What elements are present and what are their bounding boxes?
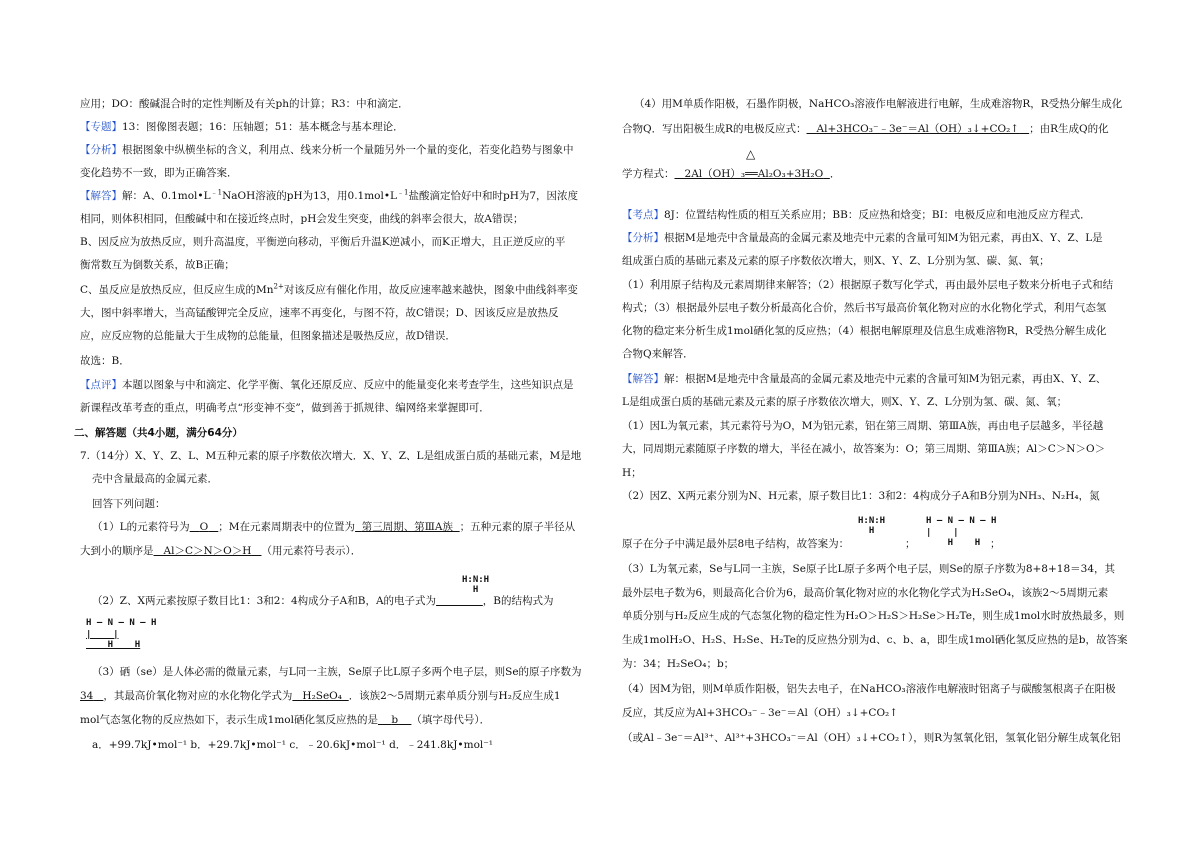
text-line: 故选：B． [80, 355, 130, 367]
text-fragment: 对该反应有催化作用，故反应速率越来越快，图象中曲线斜率变 [283, 284, 578, 296]
separator: ； [905, 538, 916, 550]
text-line [622, 536, 849, 552]
text-fragment: ，B的结构式为 [482, 595, 554, 607]
text-line: （4）因M为铝，则M单质作阳极，铝失去电子，在NaHCO₃溶液作电解液时铝离子与碳酸氢根离子在阳极 [622, 683, 1116, 695]
question-line [80, 543, 361, 559]
question-line: 7.（14分）X、Y、Z、L、M五种元素的原子序数依次增大．X、Y、Z、L是组成蛋白质的基础元素，M是地 [80, 450, 582, 462]
text-line: 合物Q来解答． [622, 348, 694, 360]
text-line: 最外层电子数为6，则最高化合价为6，最高价氧化物对应的水化物化学式为H₂SeO₄，该族2～5周期元素 [622, 587, 1109, 599]
text-line: （2）因Z、X两元素分别为N、H元素，原子数目比1：3和2：4构成分子A和B分别为NH₃、N₂H₄，氮 [622, 490, 1100, 502]
answer-text: Al＞C＞N＞O＞H [163, 545, 252, 557]
text-line [622, 230, 1103, 246]
text-line: 化物的稳定来分析生成1mol硒化氢的反应热；（4）根据电解原理及信息生成难溶物R，R受热分解生成化 [622, 325, 1107, 337]
nh3-electron-formula: H:N:H H [462, 575, 490, 595]
text-fragment: 盐酸滴定恰好中和时pH为7，因浓度 [408, 190, 579, 202]
answer-text: 第三周期、第ⅢA族 [361, 521, 453, 533]
text-line: 构式；（3）根据最外层电子数分析最高化合价，然后书写最高价氧化物对应的水化物化学式，利用气态氢 [622, 302, 1107, 314]
text-fragment: （2）Z、X两元素按原子数目比1：3和2：4构成分子A和B，A的电子式为 [92, 595, 437, 607]
text-line: （1）利用原子结构及元素周期律来解答；（2）根据原子数写化学式，再由最外层电子数来分析电子式和结 [622, 279, 1114, 291]
text-fragment: 原子在分子中满足最外层8电子结构，故答案为： [622, 538, 850, 550]
text-fragment: mol气态氢化物的反应热如下，表示生成1mol硒化氢反应热的是 [80, 714, 378, 726]
text-line [80, 142, 574, 158]
text-line [80, 377, 574, 393]
text-line [622, 207, 1091, 223]
tag-text: 8J：位置结构性质的相互关系应用；BB：反应热和焓变；BI：电极反应和电池反应方程式． [664, 209, 1091, 221]
text-line: 大，图中斜率增大，当高锰酸钾完全反应，速率不再变化，与图不符，故C错误；D、因该反应是放热反 [80, 307, 559, 319]
text-line: 相同，则体积相同，但酸碱中和在接近终点时，pH会发生突变，曲线的斜率会很大，故A错误； [80, 213, 524, 225]
text-line: 生成1molH₂O、H₂S、H₂Se、H₂Te的反应热分别为d、c、b、a，即生成1mol硒化氢反应热的是b，故答案 [622, 634, 1128, 646]
text-line: 应用；DO：酸碱混合时的定性判断及有关ph的计算；R3：中和滴定． [80, 98, 409, 110]
text-line [80, 119, 404, 135]
text-fragment: （填字母代号）． [411, 714, 491, 726]
text-line [622, 166, 840, 182]
answer-text: b [391, 714, 399, 726]
text-fragment: （用元素符号表示）． [261, 545, 362, 557]
answer-blank [378, 714, 411, 726]
text-fragment: ；M在元素周期表中的位置为 [218, 521, 356, 533]
answer-blank [807, 123, 1030, 135]
tag-label: 【分析】 [80, 144, 122, 156]
nh3-electron-formula-answer: H:N:H H [858, 516, 886, 536]
superscript: 2+ [273, 282, 284, 291]
text-fragment: ． [829, 168, 841, 180]
n2h4-structural-formula-top: H — N — N — H [86, 618, 157, 628]
answer-blank [675, 168, 830, 180]
text-fragment: NaOH溶液的pH为13，用0.1mol•L [222, 190, 398, 202]
text-line: （或Al﹣3e⁻＝Al³⁺、Al³⁺+3HCO₃⁻＝Al（OH）₃↓+CO₂↑），则R为氢氧化铝，氢氧化铝分解生成氧化铝 [622, 732, 1121, 744]
answer-blank [292, 690, 348, 702]
text-fragment: 解：A、0.1mol•L [122, 190, 211, 202]
text-line: 为：34；H₂SeO₄；b； [622, 658, 735, 670]
text-line [80, 282, 578, 298]
answer-text: Al+3HCO₃⁻﹣3e⁻＝Al（OH）₃↓+CO₂↑ [816, 123, 1020, 135]
answer-text: 34 [80, 690, 94, 702]
text-line: 变化趋势不一致，即为正确答案． [80, 167, 238, 179]
answer-options: a．+99.7kJ•mol⁻¹ b．+29.7kJ•mol⁻¹ c．﹣20.6kJ•mol⁻¹ d．﹣241.8kJ•mol⁻¹ [92, 739, 493, 751]
answer-text: H₂SeO₄ [302, 690, 342, 702]
text-line: 衡常数互为倒数关系，故B正确； [80, 259, 235, 271]
answer-blank [436, 595, 483, 607]
question-line [92, 593, 554, 609]
text-line [622, 121, 1109, 137]
text-line: 单质分别与H₂反应生成的气态氢化物的稳定性为H₂O＞H₂S＞H₂Se＞H₂Te，则生成1mol水时放热最多，则 [622, 610, 1125, 622]
tag-text: 根据图象中纵横坐标的含义，利用点、线来分析一个量随另外一个量的变化，若变化趋势与图象中 [122, 144, 574, 156]
text-line: H； [622, 467, 642, 479]
text-line: （3）L为氧元素，Se与L同一主族，Se原子比L原子多两个电子层，则Se的原子序数为8+8+18＝34，其 [622, 563, 1115, 575]
answer-text: O [199, 521, 209, 533]
tag-label: 【分析】 [622, 232, 664, 244]
answer-blank [355, 521, 460, 533]
separator: ； [990, 538, 1001, 550]
tag-label: 【点评】 [80, 379, 122, 391]
question-line [92, 519, 575, 535]
question-line: （3）硒（se）是人体必需的微量元素，与L同一主族，Se原子比L原子多两个电子层，则Se的原子序数为 [92, 666, 582, 678]
tag-label: 【专题】 [80, 121, 122, 133]
answer-blank [190, 521, 219, 533]
tag-label: 【解答】 [622, 373, 664, 385]
tag-text: 根据M是地壳中含量最高的金属元素及地壳中元素的含量可知M为铝元素，再由X、Y、Z、L是 [664, 232, 1103, 244]
text-fragment: （1）L的元素符号为 [92, 521, 190, 533]
text-line: 应，应反应物的总能量大于生成物的总能量，但图象描述是吸热反应，故D错误． [80, 330, 456, 342]
text-line: L是组成蛋白质的基础元素及元素的原子序数依次增大，则X、Y、Z、L分别为氢、碳、氮、氧； [622, 396, 1068, 408]
text-line [80, 188, 578, 204]
tag-text: 解：根据M是地壳中含量最高的金属元素及地壳中元素的含量可知M为铝元素，再由X、Y、Z、 [664, 373, 1107, 385]
text-line [622, 371, 1106, 387]
heat-symbol: △ [746, 147, 756, 161]
answer-text: 2Al（OH）₃══Al₂O₃+3H₂O [684, 168, 824, 180]
answer-blank [80, 690, 103, 702]
question-line [80, 688, 561, 704]
n2h4-structural-formula-bottom: | | H H [86, 630, 141, 650]
tag-label: 【解答】 [80, 190, 122, 202]
question-line: 回答下列问题： [92, 498, 166, 510]
section-heading: 二、解答题（共4小题，满分64分） [74, 427, 243, 439]
text-fragment: C、虽反应是放热反应，但反应生成的Mn [80, 284, 274, 296]
text-line: 新课程改革考查的重点，明确考点“形变神不变”，做到善于抓规律、编网络来掌握即可． [80, 402, 490, 414]
text-line: 组成蛋白质的基础元素及元素的原子序数依次增大，则X、Y、Z、L分别为氢、碳、氮、氧； [622, 255, 1050, 267]
tag-label: 【考点】 [622, 209, 664, 221]
text-fragment: ；五种元素的原子半径从 [459, 521, 576, 533]
answer-blank [154, 545, 262, 557]
question-line [80, 712, 490, 728]
text-fragment: 合物Q．写出阳极生成R的电极反应式： [622, 123, 807, 135]
superscript: ﹣1 [210, 188, 223, 197]
text-fragment: ．该族2～5周期元素单质分别与H₂反应生成1 [348, 690, 561, 702]
text-fragment: 学方程式： [622, 168, 675, 180]
text-line: 反应，其反应为Al+3HCO₃⁻﹣3e⁻＝Al（OH）₃↓+CO₂↑ [622, 707, 899, 719]
text-line: B、因反应为放热反应，则升高温度，平衡逆向移动，平衡后升温K逆减小，而K正增大，且正逆反应的平 [80, 236, 566, 248]
question-line: 壳中含量最高的金属元素． [92, 473, 218, 485]
text-fragment: ，其最高价氧化物对应的水化物化学式为 [103, 690, 293, 702]
superscript: ﹣1 [397, 188, 409, 197]
tag-text: 本题以图象与中和滴定、化学平衡、氧化还原反应、反应中的能量变化来考查学生，这些知识点是 [122, 379, 574, 391]
text-line: （1）因L为氧元素，其元素符号为O，M为铝元素，铝在第三周期、第ⅢA族，再由电子层越多，半径越 [622, 420, 1104, 432]
n2h4-structural-formula-answer-bottom: | | H H [926, 528, 981, 548]
n2h4-structural-formula-answer-top: H — N — N — H [926, 516, 997, 526]
tag-text: 13：图像图表题；16：压轴题；51：基本概念与基本理论． [122, 121, 404, 133]
text-fragment: 大到小的顺序是 [80, 545, 154, 557]
text-line: （4）用M单质作阳极，石墨作阴极，NaHCO₃溶液作电解液进行电解，生成难溶物R，R受热分解生成化 [634, 98, 1123, 110]
text-fragment: ；由R生成Q的化 [1029, 123, 1109, 135]
text-line: 大，同周期元素随原子序数的增大，半径在减小，故答案为：O；第三周期、第ⅢA族；Al＞C＞N＞O＞ [622, 443, 1106, 455]
